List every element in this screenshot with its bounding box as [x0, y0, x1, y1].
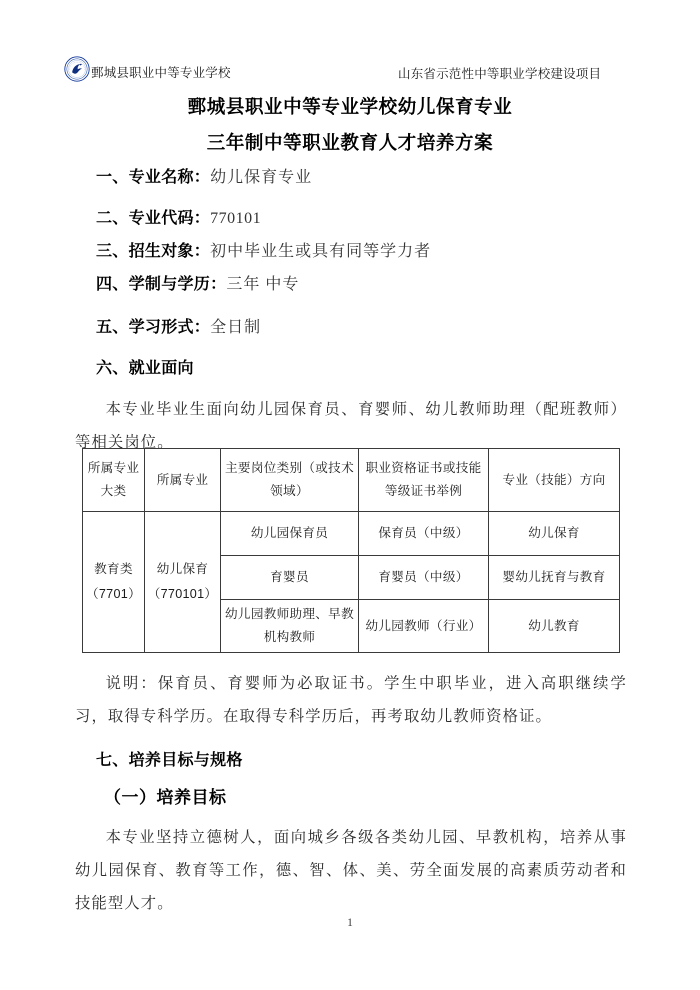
table-cell-certificate: 育婴员（中级）: [359, 556, 489, 600]
section-study-mode-value: 全日制: [210, 319, 262, 336]
section-employment-heading: [96, 355, 194, 378]
document-title-line1: 鄄城县职业中等专业学校幼儿保育专业: [187, 97, 513, 118]
section-admission-target-label: 三、招生对象：: [96, 241, 211, 260]
section-employment-heading-label: 六、就业面向: [96, 358, 194, 377]
section-admission-target: [96, 238, 431, 261]
section-study-mode-label: 五、学习形式：: [96, 317, 211, 336]
header-left-group: [64, 56, 231, 82]
table-cell-position: 育婴员: [221, 556, 359, 600]
table-cell-direction: 婴幼儿抚育与教育: [489, 556, 620, 600]
table-row: [83, 512, 620, 556]
employment-paragraph: 本专业毕业生面向幼儿园保育员、育婴师、幼儿教师助理（配班教师）等相关岗位。: [75, 401, 627, 452]
section-training-goal-heading: [96, 747, 243, 770]
section-major-code-label: 二、专业代码：: [96, 208, 211, 227]
section-study-mode: [96, 314, 261, 337]
document-header: [64, 56, 636, 82]
table-header-category: 所属专业大类: [83, 449, 145, 512]
table-cell-direction: 幼儿保育: [489, 512, 620, 556]
table-header-direction: 专业（技能）方向: [489, 449, 620, 512]
page-number: 1: [347, 917, 353, 929]
header-project-name: 山东省示范性中等职业学校建设项目: [398, 67, 602, 81]
table-header-row: [83, 449, 620, 512]
table-header-certificate: 职业资格证书或技能等级证书举例: [359, 449, 489, 512]
section-admission-target-value: 初中毕业生或具有同等学力者: [210, 243, 432, 260]
section-duration-degree: [96, 271, 299, 294]
employment-direction-table: [82, 448, 620, 653]
section-major-code: [96, 205, 261, 228]
table-cell-category: 教育类（7701）: [83, 512, 145, 653]
header-school-name: 鄄城县职业中等专业学校: [91, 65, 231, 80]
section-duration-degree-label: 四、学制与学历：: [96, 274, 227, 293]
table-cell-certificate: 幼儿园教师（行业）: [359, 600, 489, 653]
table-cell-position: 幼儿园保育员: [221, 512, 359, 556]
table-cell-direction: 幼儿教育: [489, 600, 620, 653]
section-major-code-value: 770101: [210, 210, 262, 227]
section-major-name-value: 幼儿保育专业: [210, 169, 313, 186]
table-cell-certificate: 保育员（中级）: [359, 512, 489, 556]
table-cell-position: 幼儿园教师助理、早教机构教师: [221, 600, 359, 653]
subsection-training-goal-heading: （一）培养目标: [104, 788, 227, 808]
table-header-position: 主要岗位类别（或技术领域）: [221, 449, 359, 512]
section-training-goal-heading-label: 七、培养目标与规格: [96, 750, 243, 769]
table-header-major: 所属专业: [145, 449, 221, 512]
section-major-name-label: 一、专业名称：: [96, 167, 211, 186]
section-duration-degree-value: 三年 中专: [226, 276, 300, 293]
table-note-paragraph: 说明：保育员、育婴师为必取证书。学生中职毕业，进入高职继续学习，取得专科学历。在取得专科学历后，再考取幼儿教师资格证。: [75, 675, 627, 726]
school-crest-icon: [64, 56, 90, 82]
training-goal-paragraph: 本专业坚持立德树人，面向城乡各级各类幼儿园、早教机构，培养从事幼儿园保育、教育等工作，德、智、体、美、劳全面发展的高素质劳动者和技能型人才。: [75, 829, 627, 913]
section-major-name: [96, 164, 312, 187]
document-title-line2: 三年制中等职业教育人才培养方案: [206, 133, 494, 154]
table-cell-major: 幼儿保育（770101）: [145, 512, 221, 653]
